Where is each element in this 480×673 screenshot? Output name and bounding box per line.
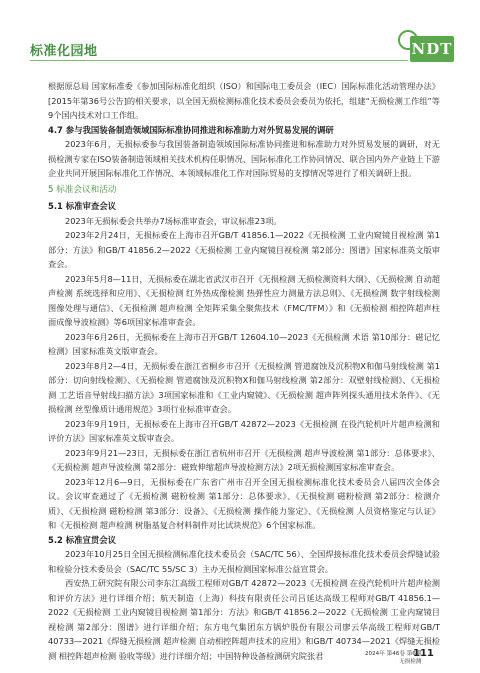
body-paragraph: 2023年无损标委会共举办7场标准审查会，审议标准23项。 xyxy=(65,215,282,226)
body-paragraph: 2023年10月25日全国无损检测标准化技术委员会（SAC/TC 56）、全国焊接标准化技术委员会焊缝试验和检验分技术委员会（SAC/TC 55/SC 3）主办无损检测国家标准公益宣贯会。 xyxy=(48,549,440,574)
ndt-logo: NDT xyxy=(410,36,454,62)
body-paragraph: 2023年9月21—23日，无损标委在浙江省杭州市召开《无损检测 超声导波检测 第1部分：总体要求》、《无损检测 超声导波检测 第2部分：磁致伸缩超声导波检测方法》2项无损检测国家标准审查会。 xyxy=(48,447,440,472)
body-paragraph: 2023年8月2—4日，无损标委在浙江省桐乡市召开《无损检测 管道腐蚀及沉积物X和伽马射线检测 第1部分：切向射线检测》、《无损检测 管道腐蚀及沉积物X和伽马射线检测 第2部分：双壁射线检测》、《无损检测 工艺语音导射线扫描方法》3项国家标准和《工业内窥镜》、《无损检测 超声阵列探头通用技术条件》、《无损检测 丝型像质计通用规范》3项行业标准审查会。 xyxy=(48,360,440,414)
subsection-heading: 5.1 标准审查会议 xyxy=(48,201,117,211)
page-header xyxy=(0,0,480,64)
body-paragraph: 2023年6月，无损标委参与我国装备制造领域国际标准协同推进和标准助力对外贸易发展的调研，对无损检测专家在ISO装备制造领域相关技术机构任职情况、国际标准化工作协同情况、联合国内外产业链上下游企业共同开展国际标准化工作情况、本领域标准化工作对国际贸易的支撑情况等进行了相关调研上报。 xyxy=(48,139,440,178)
body-paragraph: 西安热工研究院有限公司李东江高级工程师对GB/T 42872—2023《无损检测 在役汽轮机叶片超声检测和评价方法》进行详细介绍；航天制造（上海）科技有限责任公司吕延达高级工程师对GB/T 41856.1—2022《无损检测 工业内窥镜目视检测 第1部分：方法》和GB/T 41856.2—2022《无损检测 工业内窥镜目视检测 第2部分：图谱》进行详细介绍；东方电气集团东方锅炉股份有限公司廖云华高级工程师对GB/T 40733—2021《焊缝无损检测 超声检测 自动相控阵超声技术的应用》和GB/T 40734—2021《焊缝无损检测 相控阵超声检测 验收等级》进行详细介绍；中国特种设备检测研究院张君 xyxy=(48,578,440,661)
section-title: 标准化园地 xyxy=(30,44,98,59)
page-number: 111 xyxy=(413,648,434,659)
body-paragraph: 2023年5月8—11日，无损标委在湖北省武汉市召开《无损检测 无损检测资料大纲》、《无损检测 自动超声检测 系统选择和应用》、《无损检测 红外热成像检测 热弹性应力测量方法总则》、《无损检测 数字射线检测图像处理与通信》、《无损检测 超声检测 全矩阵采集全聚焦技术（FMC/TFM）》和《无损检测 相控阵超声柱面成像导波检测》等6项国家标准审查会。 xyxy=(48,273,440,327)
body-paragraph: 2023年2月24日，无损标委在上海市召开GB/T 41856.1—2022《无损检测 工业内窥镜目视检测 第1部分：方法》和GB/T 41856.2—2022《无损检测 工业内窥镜目视检测 第2部分：图谱》国家标准英文版审查会。 xyxy=(48,230,440,269)
body-paragraph: 2023年9月19日，无损标委在上海市召开GB/T 42872—2023《无损检测 在役汽轮机叶片超声检测和评价方法》国家标准英文版审查会。 xyxy=(48,418,440,443)
journal-name: 无损检测 xyxy=(399,659,422,665)
body-paragraph: 2023年6月26日，无损标委在上海市召开GB/T 12604.10—2023《无损检测 术语 第10部分：磁记忆检测》国家标准英文版审查会。 xyxy=(48,331,440,356)
body-paragraph: 2023年12月6—9日，无损标委在广东省广州市召开全国无损检测标准化技术委员会八届四次全体会议。会议审查通过了《无损检测 磁粉检测 第1部分：总体要求》、《无损检测 磁粉检测 第2部分：检测介质》、《无损检测 磁粉检测 第3部分：设备》、《无损检测 操作能力鉴定》、《无损检测 人员资格鉴定与认证》和《无损检测 超声检测 树脂基复合材料制件对比试块规范》6个国家标准。 xyxy=(48,476,440,530)
header-divider xyxy=(30,60,408,61)
issue-info: 2024年 第46卷 第6期 xyxy=(365,651,422,657)
article-body xyxy=(48,79,440,663)
body-paragraph: 根据原总局 国家标准委《参加国际标准化组织（ISO）和国际电工委员会（IEC）国际标准化活动管理办法》[2015年第36号公告]的相关要求，以全国无损检测标准化技术委员会委员为依托，组建“无损检测工作组”等9个国内技术对口工作组。 xyxy=(48,81,440,120)
section-heading: 5 标准会议和活动 xyxy=(48,184,117,195)
subsection-heading: 4.7 参与我国装备制造领域国际标准协同推进和标准助力对外贸易发展的调研 xyxy=(48,124,334,135)
subsection-heading: 5.2 标准宣贯会议 xyxy=(48,534,117,545)
